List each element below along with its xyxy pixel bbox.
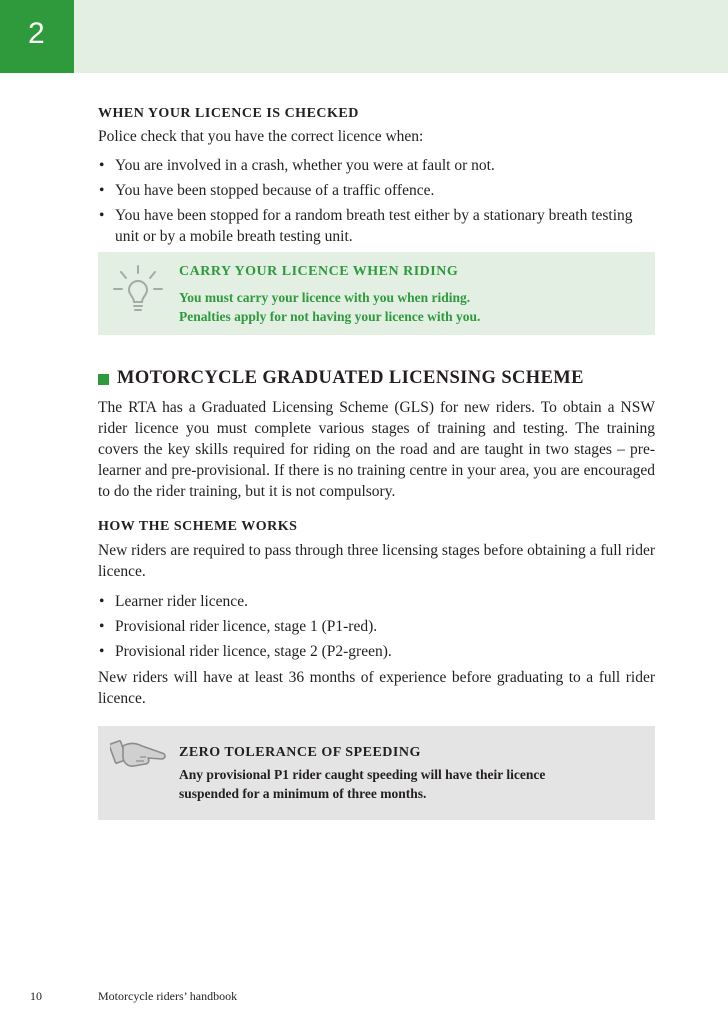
section-square-icon (98, 374, 109, 385)
chapter-number: 2 (28, 17, 45, 50)
licence-check-list (98, 155, 655, 251)
licence-check-heading: WHEN YOUR LICENCE IS CHECKED (98, 106, 359, 121)
page-number: 10 (30, 989, 42, 1003)
warning-box (98, 726, 655, 820)
warning-title: ZERO TOLERANCE OF SPEEDING (179, 745, 421, 760)
list-item: • You have been stopped because of a traffic offence. (98, 180, 655, 201)
scheme-heading: HOW THE SCHEME WORKS (98, 519, 298, 534)
pointing-hand-icon (110, 736, 168, 772)
tip-title: CARRY YOUR LICENCE WHEN RIDING (179, 264, 459, 279)
scheme-list (98, 591, 655, 666)
list-item: • You are involved in a crash, whether you were at fault or not. (98, 155, 655, 176)
footer-title: Motorcycle riders’ handbook (98, 989, 238, 1003)
list-item: • Learner rider licence. (98, 591, 655, 612)
tip-line-1: You must carry your licence with you when riding. (179, 290, 471, 305)
scheme-intro: New riders are required to pass through three licensing stages before obtaining a full rider licence. (98, 542, 655, 580)
tip-line-2: Penalties apply for not having your licence with you. (179, 309, 481, 324)
list-item: • You have been stopped for a random breath test either by a stationary breath testing unit or by a mobile breath testing unit. (98, 205, 655, 247)
chapter-tab (0, 0, 74, 73)
lightbulb-icon (112, 264, 164, 314)
list-item: • Provisional rider licence, stage 1 (P1-red). (98, 616, 655, 637)
licence-check-intro: Police check that you have the correct licence when: (98, 128, 424, 145)
warning-line-1: Any provisional P1 rider caught speeding will have their licence (179, 767, 546, 782)
tip-box (98, 252, 655, 335)
warning-line-2: suspended for a minimum of three months. (179, 786, 427, 801)
header-band (0, 0, 728, 73)
gls-title: MOTORCYCLE GRADUATED LICENSING SCHEME (117, 368, 584, 388)
list-item: • Provisional rider licence, stage 2 (P2-green). (98, 641, 655, 662)
gls-paragraph: The RTA has a Graduated Licensing Scheme (GLS) for new riders. To obtain a NSW rider licence you must complete various stages of training and testing. The training covers the key skills required for riding on the road and are taught in two stages – pre-learner and pre-provisional. If there is no training centre in your area, you are encouraged to do the rider training, but it is not compulsory. (98, 399, 655, 500)
scheme-outro: New riders will have at least 36 months of experience before graduating to a full rider licence. (98, 669, 655, 707)
gls-section-header (98, 368, 584, 389)
